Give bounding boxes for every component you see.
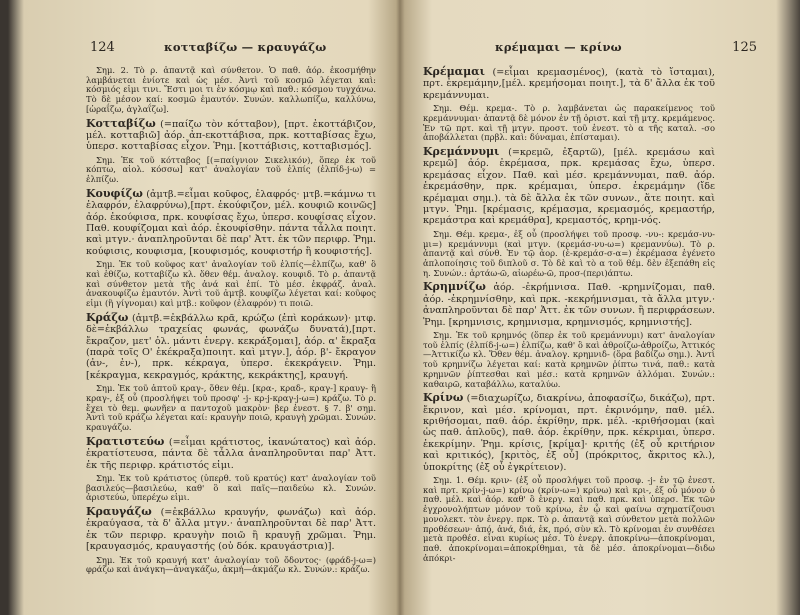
headword: Κρημνίζω (423, 280, 486, 294)
usage-note (423, 104, 715, 143)
dictionary-entry (423, 146, 715, 227)
page-text (423, 66, 715, 566)
note-text: Σημ. 1. Θέμ. κριν- (ἐξ οὗ προσλήψει τοῦ προσφ. -j- ἐν τῷ ἐνεστ. καὶ πρτ. κρίν-j-ω=) κρίνω (κρίν-ω=) κρίνω) καὶ κρι-, ἐξ οὗ μόνον ὁ παθ. μέλ. καὶ ἀόρ. καθ' ὃ ἐνεργ. καὶ παθ. πρκ. καὶ ὑπερσ. Ἐκ τῶν ἐγχρονολήπτων μόνον τοῦ κρίνω, ἐν ᾧ καὶ φαίνω σχηματίζουσι μονολεκτ. τὸν ἐνεργ. πρκ. Τὸ ρ. ἀπαντᾷ καὶ σύνθετον μετὰ πολλῶν προθέσεων· ἀπό, ἀνά, διά, ἐκ, πρό, σὺν κλ. Τὸ κρίνομαι ἐν συνθέσει μετὰ προθέσ. εἶναι κυρίως μέσ. Τὸ ἐνεργ. ἀποκρίνω—ἀποκρίνομαι, παθ. ἀποκρίνομαι=ἀποκρίθημαι, τὰ δὲ μέσ. ἀποκρίνομαι—διδω ἀπόκρι- (423, 475, 715, 563)
headword: Κρατιστεύω (86, 434, 165, 448)
page-number: 125 (732, 40, 757, 55)
entry-text: (ἀμτβ.=εἶμαι κοῦφος, ἐλαφρός· μτβ.=κάμνω τι ἐλαφρόν, ἐλαφρύνω),[πρτ. ἐκούφιζον, μέλ. κουφιῶ κοινῶς] ἀόρ. ἐκούφισα, πρκ. κουφίσας ἔχω, ὑπερσ. κουφίσας εἶχον. Παθ. κουφίζομαι καὶ ἀόρ. ἐκουφίσθην. πάντα τἆλλα ποιητ. καὶ μτγν.· ἀναπληροῦνται δὲ παρ' Ἀττ. ἐκ τῶν περιφρ. Ῥημ. κούφισις, κουφισμα, [κουφισμός, κουφιστήρ ἢ κουφιστής]. (86, 188, 376, 257)
entry-text: (=διαχωρίζω, διακρίνω, ἀποφασίζω, δικάζω), πρτ. ἔκρινον, καὶ μέσ. κρίνομαι, πρτ. ἐκρινόμην, παθ. μέλ. κριθήσομαι, παθ. ἀόρ. ἐκρίθην, πρκ. μέλ. -κριθήσομαι (καὶ ὡς παθ. ἀπλοῦς), παθ. ἀόρ. ἐκρίθην, πρκ. κέκριμαι, ὑπερσ. ἐκεκρίμην. Ῥημ. κρίσις, [κρίμα]· κριτής (ἐξ οὗ κριτήριον καὶ κριτικός), [κριτὸς, ἐξ οὗ] (πρόκριτος, ἄκριτος κλ.), ὑποκρίτης (ἐξ οὗ ἐγκρίτειον). (423, 393, 715, 473)
entry-text: (=παίζω τὸν κότταβον), [πρτ. ἐκοττάβιζον, μέλ. κοτταβιῶ] ἀόρ. ἀπ-εκοττάβισα, πρκ. κοτταβίσας ἔχω, ὑπερσ. κοτταβίσας εἶχον. Ῥημ. [κοττάβισις, κοτταβισμός]. (86, 118, 376, 153)
headword: Κρεμάννυμι (423, 145, 500, 159)
running-head (14, 40, 394, 60)
dictionary-entry (86, 506, 376, 553)
dictionary-entry (86, 312, 376, 381)
left-page (14, 0, 394, 615)
entry-text: ἀόρ. -ἐκρήμνισα. Παθ. -κρημνίζομαι, παθ. ἀόρ. -ἐκρημνίσθην, καὶ πρκ. -κεκρήμνισμαι, τὰ ἄλλα μτγν.· ἀναπληροῦνται δὲ παρ' Ἀττ. ἐκ τῶν συνων. ἢ περιφράσεων. Ῥημ. [κρημνισις, κρημνισμα, κρημνισμός, κρημνιστής]. (423, 282, 715, 328)
note-text: Σημ. Θέμ. κρεμα-. Τὸ ρ. λαμβάνεται ὡς παρακείμενος τοῦ κρεμάννυμαι· ἀπαντᾷ δὲ μόνον ἐν τῇ ὁριστ. καὶ τῇ μτχ. κρεμάμενος. Ἐν τῷ πρτ. καὶ τῇ μτγν. προστ. τοῦ ἐνεστ. τὸ α τῆς καταλ. -σο ἀποβάλλεται (πρβλ. καὶ: δύναμαι, ἐπίσταμαι). (423, 103, 715, 143)
running-head-title: κοτταβίζω — κραυγάζω (164, 40, 327, 54)
usage-note (86, 156, 376, 185)
page-number: 124 (90, 40, 115, 55)
dictionary-entry (86, 188, 376, 257)
note-text: Σημ. Ἐκ τοῦ κραυγή κατ' ἀναλογίαν τοῦ ὄδοντος· (φράδ-j-ω=) φράζω καὶ ἀνάγκη—ἀναγκάζω, ἀκμή—ἀκμάζω κλ. Συνών.: κράζω. (86, 554, 376, 575)
dictionary-entry (423, 281, 715, 328)
dictionary-entry (423, 66, 715, 101)
right-page (405, 0, 785, 615)
entry-text: (=ἐκβάλλω κραυγήν, φωνάζω) καὶ ἀόρ. ἐκραύγασα, τὰ δ' ἄλλα μτγν.· ἀναπληροῦνται δὲ παρ' Ἀττ. ἐκ τῶν περιφρ. κραυγὴν ποιῶ ἢ κραυγῇ χρῶμαι. Ῥημ. [κραυγασμός, κραυγαστής (οὐ δόκ. κραυγάστρια)]. (86, 507, 376, 553)
entry-text: (=εἶμαι κράτιστος, ἱκανώτατος) καὶ ἀόρ. ἐκρατίστευσα, πάντα δὲ τἆλλα ἀναπληροῦνται παρ' Ἀττ. ἐκ τῆς περιφρ. κράτιστός εἰμι. (86, 436, 376, 471)
headword: Κραυγάζω (86, 505, 152, 519)
usage-note (423, 230, 715, 279)
note-text: Σημ. Ἐκ τοῦ κράτιστος (ὑπερθ. τοῦ κρατύς) κατ' ἀναλογίαν τοῦ βασιλεύς—βασιλεύω, καθ' ὃ καὶ παῖς—παιδεύω κλ. Συνών. ἀριστεύω, ὑπερέχω εἰμι. (86, 472, 376, 503)
note-text: Σημ. Ἐκ τοῦ κρημνός (ὅπερ ἐκ τοῦ κρεμάννυμι) κατ' ἀναλογίαν τοῦ ἐλπίς (ἐλπίδ-j-ω=) ἐλπίζω, καθ' ὃ καὶ ἀθροίζω-ἀθροίζω, Ἀττικός—Ἀττικίζω κλ. Ὅθεν θέμ. ἀναλογ. κρημνιδ- (ὅρα βαδίζω σημ.). Ἀντὶ τοῦ κρημνίζω λέγεται καί: κατὰ κρημνῶν ῥίπτω τινά, παθ.: κατὰ κρημνῶν ῥίπτεσθαι καὶ μέσ.: κατὰ κρημνῶν ἀλλόμαι. Συνών.: καθαιρῶ, καταβάλλω, καταλύω. (423, 330, 715, 389)
headword: Κουφίζω (86, 186, 143, 200)
usage-note (86, 556, 376, 575)
note-text: Σημ. Ἐκ τοῦ κότταβος [(=παίγνιον Σικελικόν), ὅπερ ἐκ τοῦ κόπτω, αἰολ. κόσσω] κατ' ἀναλογίαν τοῦ ἐλπίς (ἐλπίδ-j-ω) = ἐλπίζω. (86, 154, 376, 185)
entry-text: (ἀμτβ.=ἐκβάλλω κρᾶ, κρώζω (ἐπὶ κοράκων)· μτφ. δὲ=ἐκβάλλω τραχείας φωνάς, φωνάζω δυνατά),[πρτ. ἔκραζον, μετ' ὀλ. μάντι ἐνεργ. κεκράξομαι], ἀόρ. α' ἔκραξα (παρὰ τοῖς Ο' ἐκέκραξα)ποιητ. καὶ μτγν.], ἀόρ. β'- ἔκραγον (ἀν-, ἐν-), πρκ. κέκραγα, ὑπερσ. ἐκεκράγειν. Ῥημ. [κέκραγμα, κεκραγμός, κράκτης, κεκράκτης], κραυγή. (86, 312, 376, 381)
headword: Κρίνω (423, 391, 464, 405)
note-text: Σημ. 2. Τὸ ρ. ἀπαντᾷ καὶ σύνθετον. Ὁ παθ. ἀόρ. ἐκοσμήθην λαμβάνεται ἐνίοτε καὶ ὡς μέσ. Ἀντὶ τοῦ κοσμῶ λέγεται καὶ: κόσμιός εἰμι τινι. Ἔστι μοι τι ἐν κόσμῳ καὶ παθ.: κόσμου τυγχάνω. Τὸ δὲ μέσον καί: κοσμῶ ἐμαυτόν. Συνών. καλλωπίζω, καλλύνω, [ὡραΐζω, ἀγλαΐζω]. (86, 65, 376, 114)
usage-note (423, 331, 715, 389)
usage-note (86, 474, 376, 503)
page-text (86, 66, 376, 578)
entry-text: (=κρεμῶ, ἐξαρτῶ), [μέλ. κρεμάσω καὶ κρεμῶ] ἀόρ. ἐκρέμασα, πρκ. κρεμάσας ἔχω, ὑπερσ. κρεμάσας εἶχον. Παθ. καὶ μέσ. κρεμάννυμαι, παθ. ἀόρ. ἐκρεμάσθην, πρκ. κρέμαμαι, ὑπερσ. ἐκρεμάμην (ἴδε κρέμαμαι σημ.). τὰ δὲ ἄλλα ἐκ τῶν συνων., ἅτε ποιητ. καὶ μτγν. Ῥημ. [κρέμασις, κρέμασμα, κρεμασμός, κρεμαστήρ, κρεμάστρα καὶ κρεμάθρα], κρεμαστός, κρημ-νός. (423, 147, 715, 227)
note-text: Σημ. Ἐκ τοῦ ἀπτοῦ κραγ-, ὅθεν θέμ. [κρα-, κραδ-, κραγ-] κραυγ- ἢ κραγ-, ἐξ οὗ (προσλήψει τοῦ προσφ' -j- κρ-j-κραγ-j-ω=) κράζω. Τὸ ρ. ἔχει τὸ θεμ. φωνῆεν α παντοχοῦ μακρὸν· βερ ἐνεστ. § 7. β' σημ. Ἀντὶ τοῦ κράζω λέγεται καί: κραυγὴν ποιῶ, κραυγὴ χρῶμαι. Συνών. κραυγάζω. (86, 383, 376, 433)
entry-text: (=εἶμαι κρεμασμένος), (κατὰ τὸ ἵσταμαι), πρτ. ἐκρεμάμην,[μέλ. κρεμήσομαι ποιητ.], τὰ δ' ἄλλα ἐκ τοῦ κρεμάννυμαι. (423, 67, 715, 101)
usage-note (86, 66, 376, 115)
dictionary-entry (86, 436, 376, 471)
running-head (405, 40, 785, 60)
dictionary-entry (86, 118, 376, 153)
headword: Κοτταβίζω (86, 116, 156, 130)
note-text: Σημ. Ἐκ τοῦ κοῦφος κατ' ἀναλογίαν τοῦ ἐλπίς—ἐλπίζω, καθ' ὃ καὶ ἐθίζω, κοτταβίζω κλ. ὅθεν θέμ. ἀναλογ. κουφιδ. Τὸ ρ. ἀπαντᾷ καὶ σύνθετον μετὰ τῆς ἀνά καὶ ἐπί. Τὸ μέσ. ἐκφράζ. ἀναλ. ἀνακουφίζω ἐμαυτόν. Ἀντὶ τοῦ ἀμτβ. κουφίζω λέγεται καί: κοῦφος εἰμι (ἢ γίγνομαι) καὶ μτβ.: κοῦφον (ἐλαφρόν) τι ποιῶ. (86, 259, 376, 309)
usage-note (86, 384, 376, 433)
headword: Κράζω (86, 310, 129, 324)
headword: Κρέμαμαι (423, 65, 485, 78)
note-text: Σημ. Θέμ. κρεμα-, ἐξ οὗ (προσλήψει τοῦ προσφ. -νυ-: κρεμάσ-νυ-μι=) κρεμάννυμι (καὶ μτγν. (κρεμάσ-νυ-ω=) κρεμαννύω). Τὸ ρ. ἀπαντᾷ καὶ σύνθ. Ἐν τῷ ἀορ. (ἐ-κρεμάσ-σ-α=) ἐκρέμασα ἐγένετο ἀπλοποίησις τοῦ διπλοῦ σ. Τὸ δὲ καὶ τὸ α τοῦ θέμ. δὲν ἐξεπάθη εἰς η. Συνών.: ἀρτάω-ῶ, αἰωρέω-ῶ, προσ-(περι)άπτω. (423, 228, 715, 278)
running-head-title: κρέμαμαι — κρίνω (495, 40, 622, 54)
usage-note (86, 260, 376, 309)
usage-note (423, 476, 715, 563)
dictionary-entry (423, 392, 715, 473)
